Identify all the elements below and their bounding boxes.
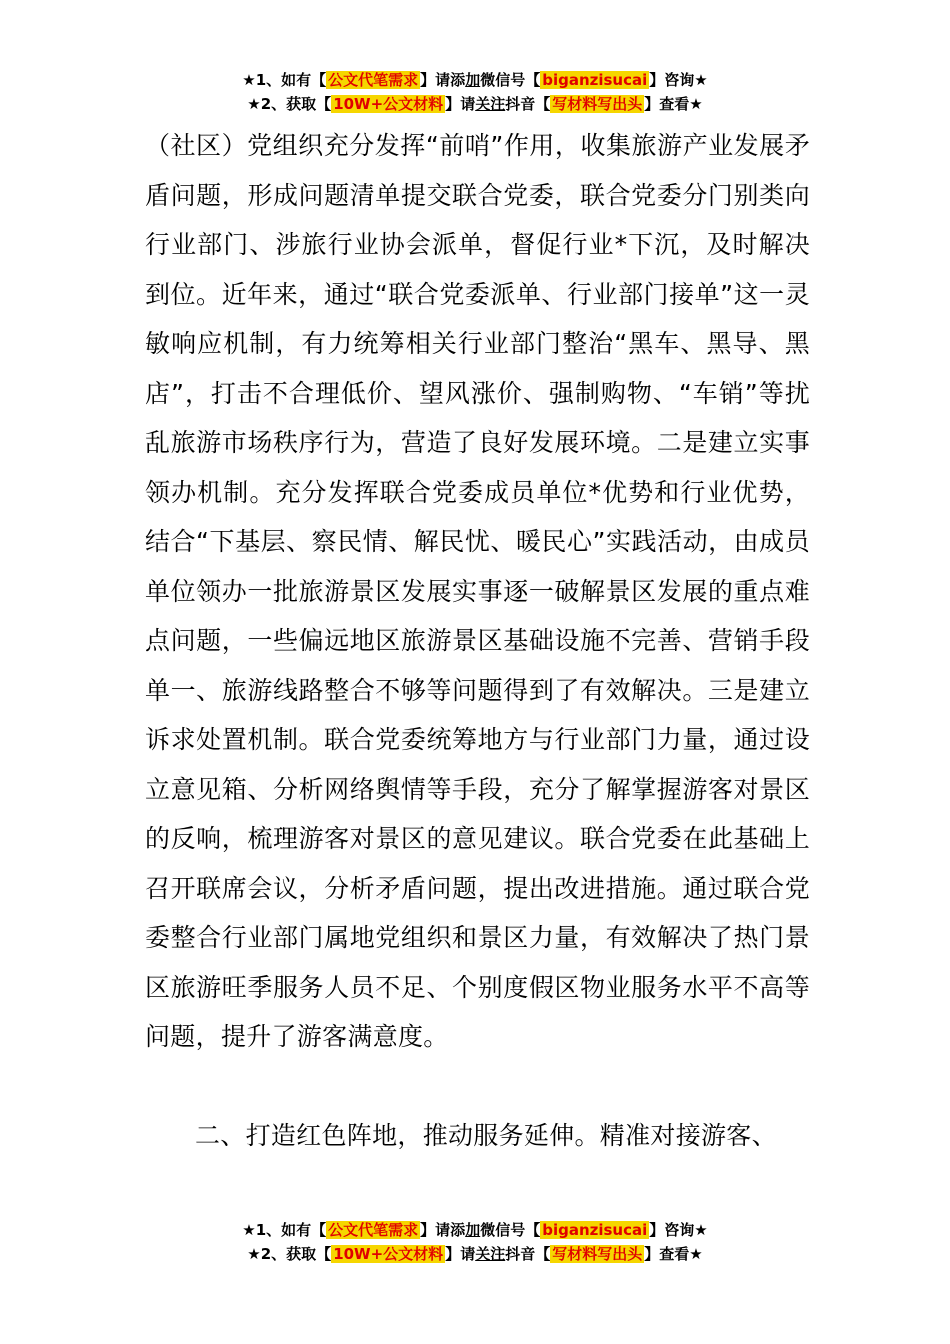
highlight-service: 公文代笔需求 [328, 71, 419, 89]
highlight-wechat-id: biganzisucai [542, 1221, 648, 1239]
promo-line-1: ★1、如有【 公文代笔需求 】请添加微信号【 biganzisucai 】咨询★ [242, 1221, 708, 1239]
document-body [145, 121, 810, 1161]
promo-line-1: ★1、如有【 公文代笔需求 】请添加微信号【 biganzisucai 】咨询★ [242, 71, 708, 89]
promo-banner-top [0, 68, 950, 116]
highlight-douyin-id: 写材料写出头 [552, 95, 643, 113]
highlight-service: 公文代笔需求 [328, 1221, 419, 1239]
highlight-materials: 10W+公文材料 [333, 95, 444, 113]
promo-line-2: ★2、获取【 10W+公文材料 】请关注抖音【 写材料写出头 】查看★ [247, 1245, 703, 1263]
highlight-wechat-id: biganzisucai [542, 71, 648, 89]
body-paragraph: （社区）党组织充分发挥“前哨”作用，收集旅游产业发展矛盾问题，形成问题清单提交联合党委，联合党委分门别类向行业部门、涉旅行业协会派单，督促行业*下沉，及时解决到位。近年来，通过“联合党委派单、行业部门接单”这一灵敏响应机制，有力统筹相关行业部门整治“黑车、黑导、黑店”，打击不合理低价、望风涨价、强制购物、“车销”等扰乱旅游市场秩序行为，营造了良好发展环境。二是建立实事领办机制。充分发挥联合党委成员单位*优势和行业优势，结合“下基层、察民情、解民忧、暖民心”实践活动，由成员单位领办一批旅游景区发展实事逐一破解景区发展的重点难点问题，一些偏远地区旅游景区基础设施不完善、营销手段单一、旅游线路整合不够等问题得到了有效解决。三是建立诉求处置机制。联合党委统筹地方与行业部门力量，通过设立意见箱、分析网络舆情等手段，充分了解掌握游客对景区的反响，梳理游客对景区的意见建议。联合党委在此基础上召开联席会议，分析矛盾问题，提出改进措施。通过联合党委整合行业部门属地党组织和景区力量，有效解决了热门景区旅游旺季服务人员不足、个别度假区物业服务水平不高等问题，提升了游客满意度。 [145, 131, 810, 1051]
paragraph-gap [145, 1062, 810, 1112]
highlight-douyin-id: 写材料写出头 [552, 1245, 643, 1263]
highlight-materials: 10W+公文材料 [333, 1245, 444, 1263]
promo-banner-bottom [0, 1218, 950, 1266]
section-heading: 二、打造红色阵地，推动服务延伸。精准对接游客、 [195, 1121, 777, 1150]
promo-line-2: ★2、获取【 10W+公文材料 】请关注抖音【 写材料写出头 】查看★ [247, 95, 703, 113]
